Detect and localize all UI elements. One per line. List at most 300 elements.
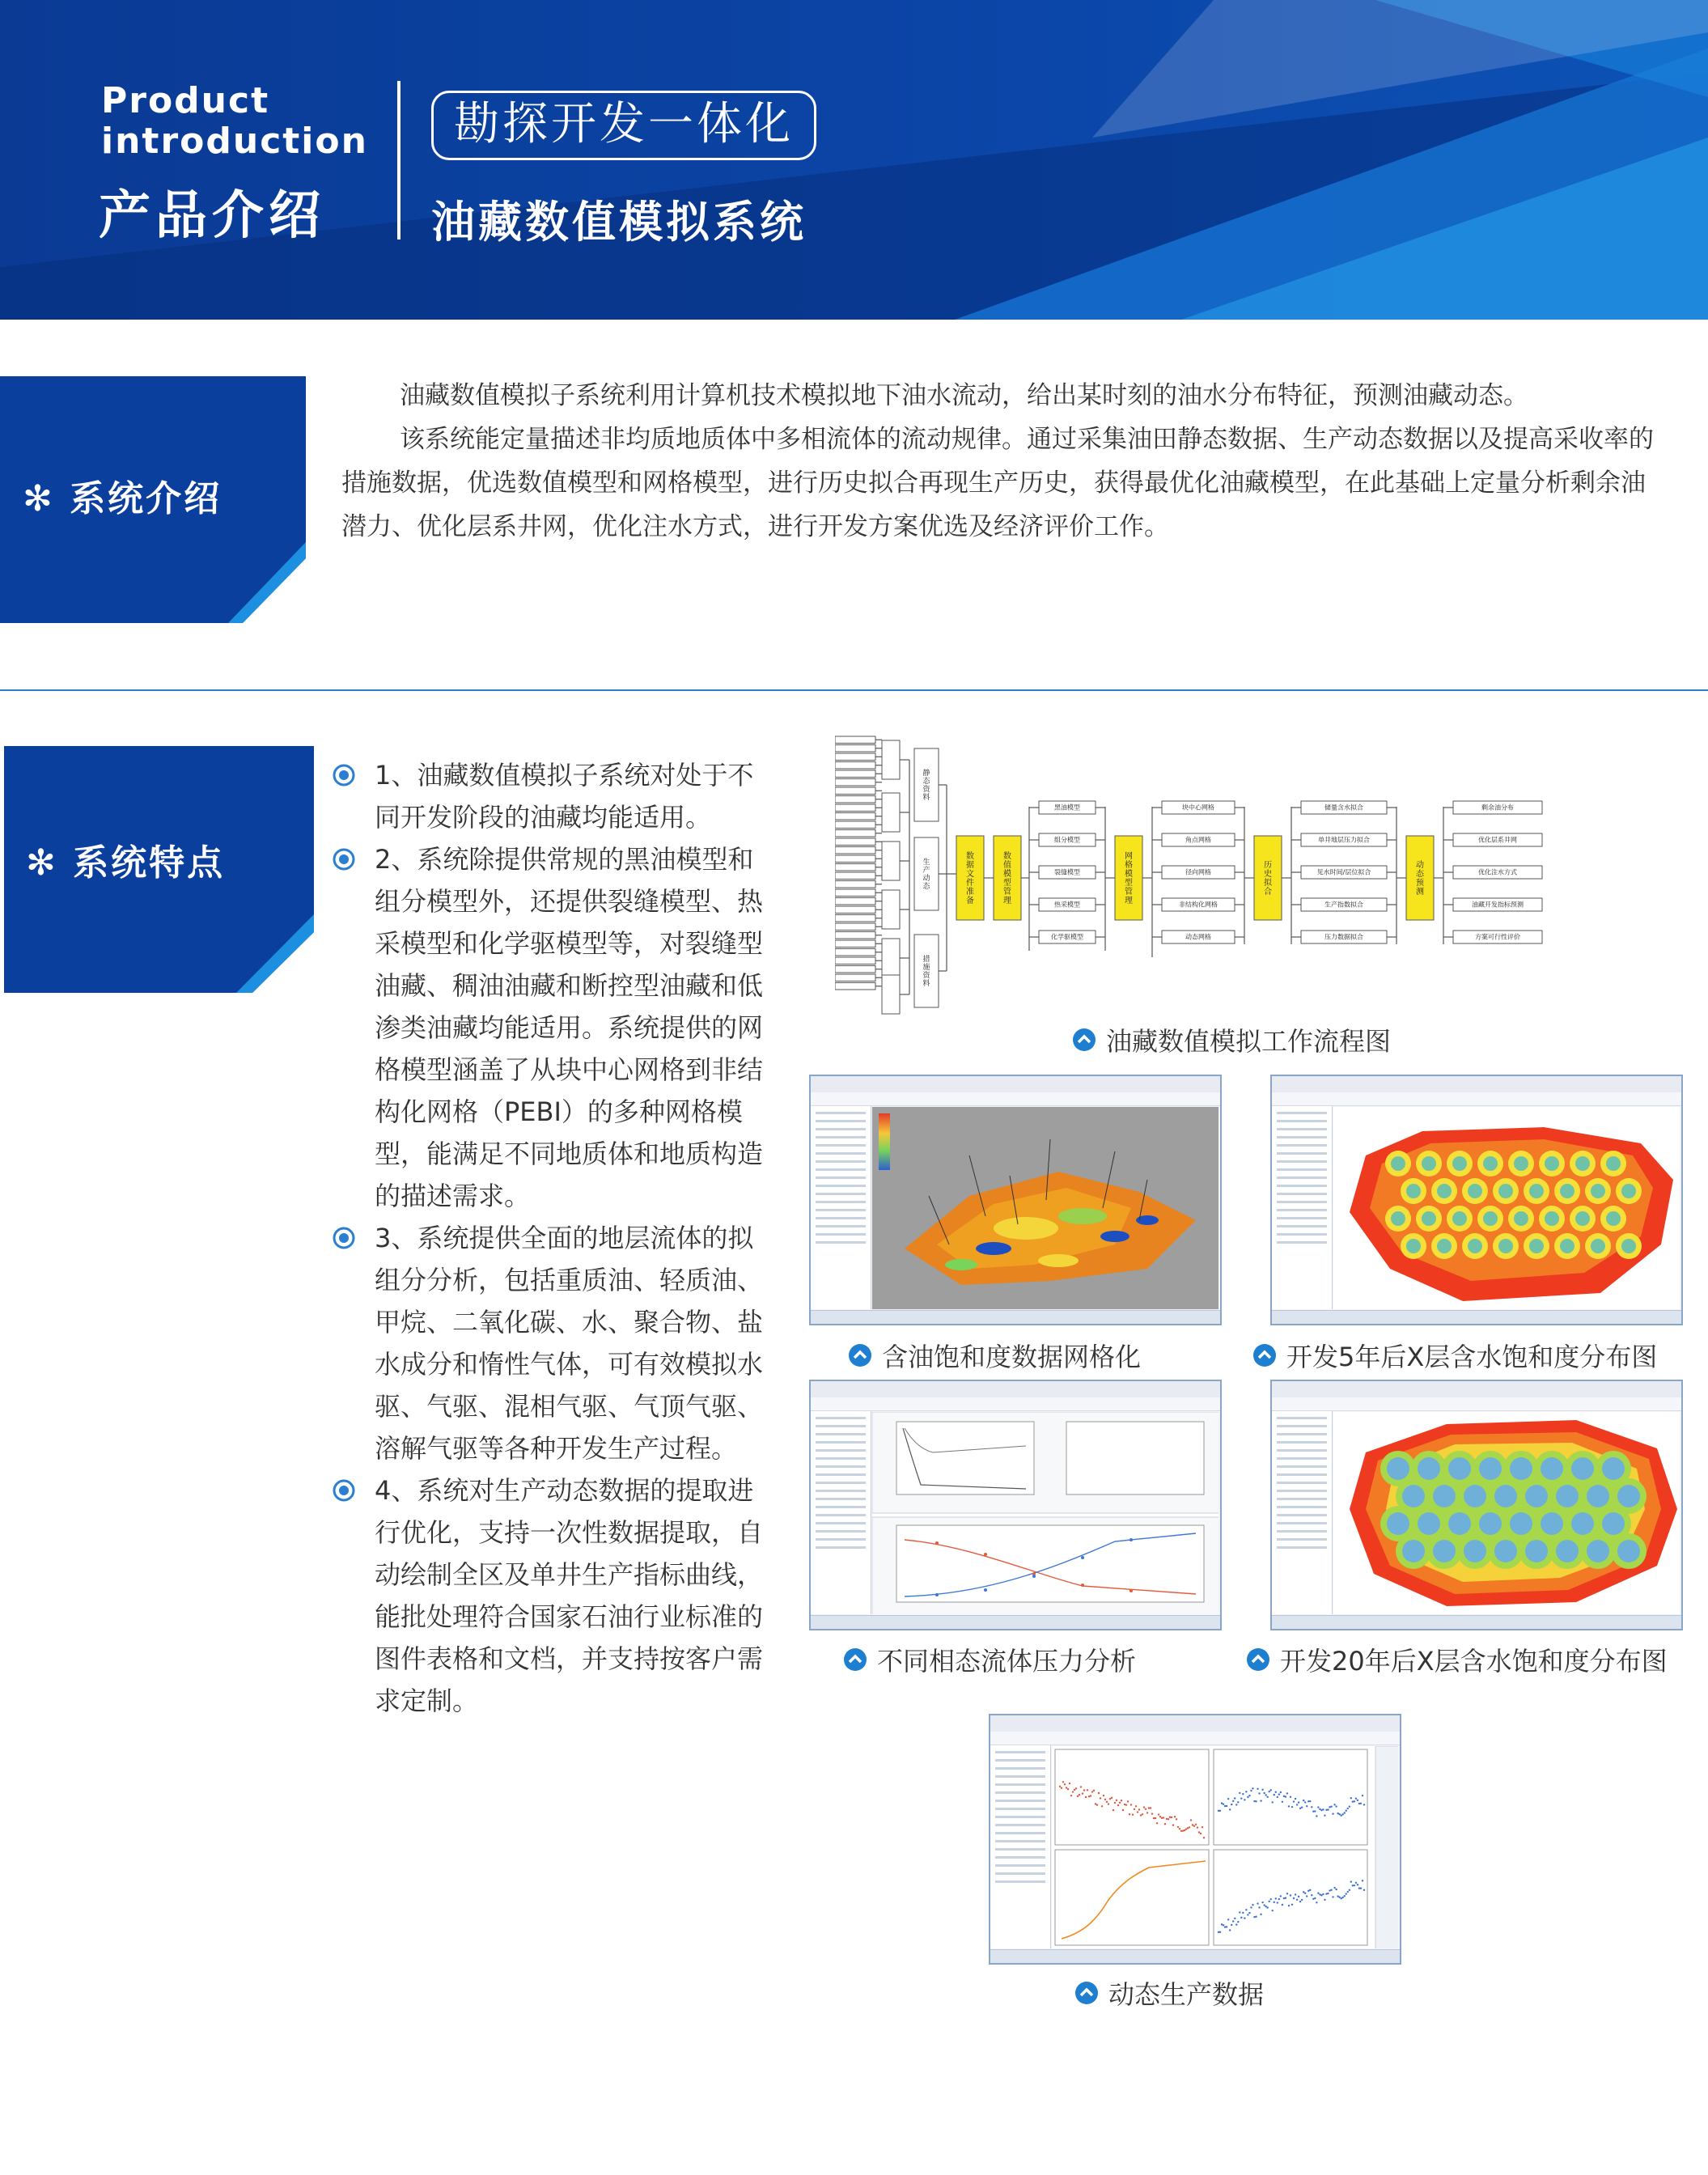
flow-data-box xyxy=(835,847,875,854)
production-point xyxy=(1355,1798,1357,1800)
production-point xyxy=(1335,1805,1337,1807)
flow-stage-box-label: 数值模型管理 xyxy=(1003,852,1011,905)
saturation-zone-inner xyxy=(1452,1156,1467,1171)
flow-stage-box-label: 数据文件准备 xyxy=(966,852,974,905)
production-point xyxy=(1164,1823,1166,1825)
saturation-zone-inner xyxy=(1498,1239,1513,1253)
saturation-zone-inner xyxy=(1560,1239,1574,1253)
production-point xyxy=(1087,1789,1088,1791)
window-statusbar xyxy=(990,1949,1400,1963)
flow-group-box xyxy=(882,740,900,779)
flow-data-box xyxy=(835,804,875,812)
saturation-zone-inner xyxy=(1587,1485,1609,1507)
production-point xyxy=(1074,1789,1075,1791)
production-point xyxy=(1125,1804,1127,1805)
production-point xyxy=(1082,1792,1083,1794)
production-point xyxy=(1285,1796,1286,1797)
production-point xyxy=(1346,1810,1347,1812)
caption-chevron-icon xyxy=(1246,1647,1270,1672)
production-point xyxy=(1227,1918,1229,1920)
saturation-zone-inner xyxy=(1494,1540,1517,1562)
production-point xyxy=(1192,1824,1193,1825)
flow-category-box-label: 静态资料 xyxy=(922,770,930,803)
production-point xyxy=(1316,1815,1317,1817)
production-point xyxy=(1338,1897,1340,1898)
window-tree-panel xyxy=(990,1745,1051,1948)
saturation-zone-inner xyxy=(1556,1485,1579,1507)
flowchart-svg xyxy=(835,732,1644,1032)
production-point xyxy=(1239,1792,1240,1794)
production-point xyxy=(1253,1800,1255,1802)
production-point xyxy=(1119,1802,1121,1804)
flow-output-box-label: 优化层系井网 xyxy=(1478,836,1517,844)
flow-data-box xyxy=(835,898,875,905)
pressure-caption-text: 不同相态流体压力分析 xyxy=(877,1646,1137,1677)
production-point xyxy=(1135,1805,1137,1807)
production-point xyxy=(1268,1901,1269,1902)
production-point xyxy=(1250,1790,1252,1791)
flow-data-box xyxy=(835,762,875,770)
flow-grid-box-label: 角点网格 xyxy=(1185,836,1211,844)
section-features-label xyxy=(0,746,316,993)
saturation-zone-inner xyxy=(1591,1239,1605,1253)
production-point xyxy=(1282,1801,1283,1803)
banner-system-name: 油藏数值模拟系统 xyxy=(431,197,807,248)
production-point xyxy=(1296,1899,1298,1901)
production-point xyxy=(1190,1819,1192,1821)
production-point xyxy=(1155,1817,1156,1819)
production-point xyxy=(1290,1796,1291,1798)
production-point xyxy=(1137,1811,1138,1812)
saturation-zone-inner xyxy=(1510,1457,1532,1480)
production-point xyxy=(1200,1833,1202,1834)
production-point xyxy=(1360,1887,1362,1889)
feature-item xyxy=(328,754,765,838)
banner-category-pill: 勘探开发一体化 xyxy=(431,91,816,160)
production-point xyxy=(1235,1923,1237,1925)
saturation-zone-inner xyxy=(1464,1540,1486,1562)
flow-fit-box-label: 生产指数拟合 xyxy=(1324,901,1363,909)
production-point xyxy=(1176,1818,1177,1820)
saturation-zone-inner xyxy=(1464,1485,1486,1507)
section-intro-title xyxy=(23,469,222,521)
production-point xyxy=(1244,1799,1245,1800)
saturation-zone-inner xyxy=(1387,1457,1409,1480)
production-point xyxy=(1291,1806,1293,1808)
production-point xyxy=(1270,1789,1272,1791)
saturation-zone-inner xyxy=(1468,1184,1482,1198)
section-intro-label xyxy=(0,376,307,623)
flow-model-box-label: 热采模型 xyxy=(1054,901,1080,909)
production-point xyxy=(1239,1911,1240,1913)
production-point xyxy=(1179,1828,1180,1829)
flow-grid-box-label: 径向网格 xyxy=(1185,868,1211,876)
production-point xyxy=(1067,1788,1069,1790)
production-point xyxy=(1354,1885,1355,1886)
production-point xyxy=(1189,1826,1190,1828)
production-point xyxy=(1168,1818,1169,1820)
saturation-zone-inner xyxy=(1422,1211,1436,1226)
bullet-target-icon xyxy=(333,764,355,786)
grid-viewport xyxy=(872,1107,1218,1309)
production-point xyxy=(1335,1889,1337,1890)
flow-data-box xyxy=(835,770,875,778)
production-point xyxy=(1303,1891,1304,1893)
production-point xyxy=(1288,1805,1290,1807)
saturation-zone-inner xyxy=(1602,1457,1625,1480)
production-point xyxy=(1363,1804,1365,1805)
production-point xyxy=(1317,1806,1319,1808)
window-titlebar xyxy=(811,1076,1220,1093)
twenty-year-map xyxy=(1333,1412,1680,1614)
window-tree-panel xyxy=(811,1411,871,1614)
production-point xyxy=(1232,1800,1234,1802)
saturation-blobs xyxy=(1380,1451,1647,1569)
twenty-year-caption-text: 开发20年后X层含水饱和度分布图 xyxy=(1280,1646,1668,1677)
saturation-zone-inner xyxy=(1617,1540,1640,1562)
production-point xyxy=(1151,1812,1153,1814)
grid-caption xyxy=(848,1337,1141,1374)
production-point xyxy=(1234,1797,1235,1799)
flow-data-box xyxy=(835,813,875,820)
flow-stage-box-label: 历史拟合 xyxy=(1264,861,1272,897)
twenty-year-window xyxy=(1270,1380,1683,1630)
production-point xyxy=(1272,1910,1274,1911)
flow-model-box-label: 裂缝模型 xyxy=(1054,868,1080,876)
flowchart-figure xyxy=(835,732,1644,1032)
production-point xyxy=(1113,1809,1114,1811)
production-point xyxy=(1330,1889,1332,1890)
feature-item xyxy=(328,838,765,1217)
production-point xyxy=(1143,1806,1145,1808)
production-point xyxy=(1227,1798,1229,1800)
flow-model-box-label: 黑油模型 xyxy=(1054,803,1080,812)
production-point xyxy=(1258,1906,1260,1908)
saturation-zone-inner xyxy=(1391,1211,1405,1226)
production-point xyxy=(1069,1783,1070,1784)
production-point xyxy=(1363,1889,1365,1891)
production-point xyxy=(1277,1902,1278,1903)
saturation-zone-inner xyxy=(1387,1512,1409,1535)
saturation-zone-inner xyxy=(1510,1512,1532,1535)
production-caption-text: 动态生产数据 xyxy=(1108,1979,1265,2010)
production-point xyxy=(1193,1825,1195,1827)
window-titlebar xyxy=(1272,1076,1681,1093)
flow-grid-box-label: 块中心网格 xyxy=(1182,803,1214,812)
saturation-zone-inner xyxy=(1587,1540,1609,1562)
production-point xyxy=(1255,1800,1257,1802)
production-point xyxy=(1242,1912,1244,1914)
production-point xyxy=(1146,1812,1148,1813)
production-point xyxy=(1229,1929,1231,1931)
production-point xyxy=(1286,1792,1288,1794)
flow-data-box xyxy=(835,974,875,982)
production-point xyxy=(1357,1800,1358,1801)
intro-title-text: 系统介绍 xyxy=(70,478,223,519)
flow-grid-box-label: 动态网格 xyxy=(1185,933,1211,941)
production-point xyxy=(1117,1804,1119,1806)
production-point xyxy=(1104,1799,1106,1800)
five-year-viewport xyxy=(1333,1107,1680,1309)
production-point xyxy=(1235,1804,1237,1805)
production-point xyxy=(1360,1803,1362,1804)
production-point xyxy=(1064,1783,1066,1785)
intro-body xyxy=(341,374,1668,549)
production-point xyxy=(1061,1787,1062,1789)
production-point xyxy=(1253,1916,1255,1918)
saturation-zone-inner xyxy=(1391,1156,1405,1171)
flow-model-box-label: 化学驱模型 xyxy=(1051,933,1083,941)
production-point xyxy=(1270,1898,1272,1900)
production-point xyxy=(1355,1882,1357,1884)
saturation-zone-inner xyxy=(1617,1485,1640,1507)
production-point xyxy=(1286,1893,1288,1894)
section-divider xyxy=(0,689,1708,691)
production-point xyxy=(1344,1812,1346,1813)
production-point xyxy=(1077,1796,1079,1797)
saturation-zone-inner xyxy=(1571,1512,1594,1535)
production-point xyxy=(1309,1800,1311,1802)
window-tree-panel xyxy=(811,1106,871,1309)
saturation-zone-inner xyxy=(1498,1184,1513,1198)
flow-output-box-label: 方案可行性评价 xyxy=(1475,933,1520,941)
saturation-zone-inner xyxy=(1422,1156,1436,1171)
feature-text-1: 1、油藏数值模拟子系统对处于不同开发阶段的油藏均能适用。 xyxy=(375,760,754,833)
flow-fit-box-label: 见水时间/层位拟合 xyxy=(1316,868,1371,876)
production-point xyxy=(1337,1812,1338,1814)
production-point xyxy=(1150,1807,1151,1808)
production-point xyxy=(1258,1792,1260,1794)
production-point xyxy=(1197,1826,1198,1828)
production-point xyxy=(1340,1897,1341,1899)
production-point xyxy=(1101,1805,1103,1807)
production-point xyxy=(1350,1880,1352,1882)
flow-stage-box-label: 动态预测 xyxy=(1416,861,1424,897)
flow-group-box xyxy=(882,793,900,832)
production-point xyxy=(1274,1902,1275,1903)
production-point xyxy=(1109,1798,1111,1800)
flow-data-box xyxy=(835,949,875,956)
production-point xyxy=(1282,1904,1283,1906)
production-point xyxy=(1090,1795,1091,1796)
production-point xyxy=(1244,1917,1245,1918)
saturation-zone-inner xyxy=(1437,1239,1452,1253)
banner-english-title xyxy=(101,81,368,162)
production-point xyxy=(1237,1801,1239,1803)
feature-text-2: 2、系统除提供常规的黑油模型和组分模型外，还提供裂缝模型、热采模型和化学驱模型等，对裂缝型油藏、稠油油藏和断控型油藏和低渗类油藏均能适用。系统提供的网格模型涵盖了从块中心网格到非结构化网格（PEBI）的多种网格模型，能满足不同地质体和地质构造的描述需求。 xyxy=(375,844,764,1211)
production-point xyxy=(1295,1798,1296,1800)
banner-en-line2: introduction xyxy=(101,121,368,162)
production-point xyxy=(1342,1813,1344,1815)
production-point xyxy=(1145,1808,1146,1810)
production-point xyxy=(1311,1894,1312,1896)
production-point xyxy=(1291,1904,1293,1906)
flow-data-box xyxy=(835,940,875,948)
production-point xyxy=(1247,1796,1248,1798)
production-point xyxy=(1231,1804,1232,1805)
saturation-zone-inner xyxy=(1479,1457,1502,1480)
production-point xyxy=(1362,1880,1363,1881)
window-statusbar xyxy=(1272,1615,1681,1629)
production-point xyxy=(1156,1822,1158,1824)
caption-chevron-icon xyxy=(843,1647,867,1672)
production-point xyxy=(1301,1806,1303,1808)
flow-data-box xyxy=(835,779,875,786)
five-year-caption-text: 开发5年后X层含水饱和度分布图 xyxy=(1286,1342,1658,1372)
asterisk-icon: ✻ xyxy=(23,478,70,519)
production-charts xyxy=(1052,1746,1398,1948)
asterisk-icon: ✻ xyxy=(26,842,74,884)
saturation-zone-inner xyxy=(1448,1512,1471,1535)
production-point xyxy=(1070,1795,1072,1796)
saturation-zone-inner xyxy=(1575,1211,1590,1226)
flow-data-box xyxy=(835,932,875,939)
flow-category-box-label: 生产动态 xyxy=(922,859,930,892)
saturation-zone-inner xyxy=(1541,1512,1563,1535)
flow-data-box xyxy=(835,736,875,744)
production-point xyxy=(1263,1904,1265,1906)
production-point xyxy=(1338,1813,1340,1815)
intro-paragraph-1: 油藏数值模拟子系统利用计算机技术模拟地下油水流动，给出某时刻的油水分布特征，预测油藏动态。 xyxy=(400,381,1528,410)
feature-text-3: 3、系统提供全面的地层流体的拟组分分析，包括重质油、轻质油、甲烷、二氧化碳、水、聚合物、盐水成分和惰性气体，可有效模拟水驱、气驱、混相气驱、气顶气驱、溶解气驱等各种开发生产过程。 xyxy=(375,1223,764,1464)
production-point xyxy=(1290,1894,1291,1896)
production-point xyxy=(1226,1926,1227,1927)
production-point xyxy=(1257,1902,1258,1904)
saturation-zone-inner xyxy=(1545,1211,1559,1226)
production-point xyxy=(1293,1800,1295,1802)
saturation-zone-inner xyxy=(1433,1540,1456,1562)
saturation-zone-inner xyxy=(1494,1485,1517,1507)
production-point xyxy=(1357,1884,1358,1885)
production-point xyxy=(1177,1826,1179,1828)
feature-item xyxy=(328,1469,765,1722)
production-point xyxy=(1272,1801,1274,1803)
production-point xyxy=(1311,1806,1312,1808)
production-point xyxy=(1260,1800,1261,1801)
production-point xyxy=(1295,1893,1296,1895)
production-point xyxy=(1114,1802,1116,1804)
production-point xyxy=(1320,1894,1322,1896)
window-toolbar xyxy=(1272,1092,1681,1106)
production-point xyxy=(1304,1801,1306,1803)
production-point xyxy=(1103,1795,1104,1796)
production-point xyxy=(1171,1817,1172,1818)
production-point xyxy=(1314,1897,1316,1899)
production-point xyxy=(1195,1824,1197,1825)
window-tree-panel xyxy=(1272,1411,1333,1614)
saturation-zone-inner xyxy=(1556,1540,1579,1562)
saturation-zone-inner xyxy=(1402,1485,1425,1507)
production-point xyxy=(1288,1905,1290,1906)
saturation-zone-inner xyxy=(1483,1156,1498,1171)
flow-data-box xyxy=(835,889,875,897)
production-point xyxy=(1304,1893,1306,1894)
production-point xyxy=(1333,1804,1335,1805)
flow-group-box xyxy=(882,939,900,977)
flow-data-box xyxy=(835,787,875,795)
production-point xyxy=(1268,1791,1269,1792)
production-point xyxy=(1347,1808,1349,1809)
production-point xyxy=(1265,1794,1266,1796)
production-point xyxy=(1299,1808,1301,1809)
intro-paragraph-2: 该系统能定量描述非均质地质体中多相流体的流动规律。通过采集油田静态数据、生产动态数据以及提高采收率的措施数据，优选数值模型和网格模型，进行历史拟合再现生产历史，获得最优化油藏模型，在此基础上定量分析剩余油潜力、优化层系井网，优化注水方式，进行开发方案优选及经济评价工作。 xyxy=(341,425,1654,541)
production-point xyxy=(1250,1906,1252,1908)
production-point xyxy=(1129,1813,1130,1815)
production-point xyxy=(1132,1814,1134,1816)
production-point xyxy=(1333,1887,1335,1889)
production-point xyxy=(1174,1816,1176,1817)
saturation-zone-inner xyxy=(1406,1184,1421,1198)
saturation-zone-inner xyxy=(1483,1211,1498,1226)
production-point xyxy=(1159,1816,1161,1817)
production-point xyxy=(1263,1792,1265,1794)
flow-data-box xyxy=(835,966,875,973)
caption-chevron-icon xyxy=(848,1343,872,1367)
production-point xyxy=(1325,1893,1327,1894)
production-point xyxy=(1066,1787,1067,1788)
saturation-zone-inner xyxy=(1591,1184,1605,1198)
production-point xyxy=(1237,1921,1239,1923)
five-year-caption xyxy=(1252,1337,1657,1374)
production-point xyxy=(1098,1792,1100,1794)
production-point xyxy=(1242,1793,1244,1795)
feature-item xyxy=(328,1217,765,1469)
production-point xyxy=(1324,1814,1325,1816)
flow-output-box-label: 油藏开发指标预测 xyxy=(1472,901,1524,909)
production-point xyxy=(1327,1893,1329,1894)
production-point xyxy=(1319,1808,1320,1810)
production-point xyxy=(1347,1891,1349,1893)
production-point xyxy=(1255,1916,1257,1918)
production-point xyxy=(1198,1831,1200,1833)
saturation-zone-inner xyxy=(1406,1239,1421,1253)
flow-data-box xyxy=(835,872,875,880)
production-point xyxy=(1185,1828,1187,1829)
production-point xyxy=(1327,1808,1329,1810)
production-point xyxy=(1072,1791,1074,1792)
production-point xyxy=(1354,1800,1355,1802)
flow-data-box xyxy=(835,864,875,871)
production-point xyxy=(1350,1797,1352,1799)
production-point xyxy=(1296,1804,1298,1805)
production-point xyxy=(1332,1812,1333,1814)
production-point xyxy=(1362,1795,1363,1796)
five-year-map xyxy=(1333,1107,1680,1309)
production-point xyxy=(1219,1810,1221,1812)
production-point xyxy=(1344,1895,1346,1897)
window-toolbar xyxy=(811,1397,1220,1411)
production-point xyxy=(1223,1804,1224,1805)
production-point xyxy=(1245,1791,1247,1792)
production-point xyxy=(1245,1909,1247,1910)
flow-group-box xyxy=(882,842,900,880)
production-point xyxy=(1275,1791,1277,1793)
pressure-window xyxy=(809,1380,1222,1630)
production-caption xyxy=(1074,1974,1264,2012)
production-point xyxy=(1127,1800,1129,1802)
flow-data-box xyxy=(835,915,875,922)
flow-category-box-label: 措施资料 xyxy=(922,956,930,989)
flow-grid-box-label: 非结构化网格 xyxy=(1179,901,1218,909)
flowchart-caption-text: 油藏数值模拟工作流程图 xyxy=(1106,1026,1392,1057)
production-point xyxy=(1358,1803,1360,1804)
production-point xyxy=(1278,1793,1280,1795)
production-point xyxy=(1247,1914,1248,1915)
production-point xyxy=(1100,1797,1101,1799)
production-point xyxy=(1329,1806,1330,1808)
pressure-viewport xyxy=(872,1412,1218,1614)
production-point xyxy=(1140,1814,1142,1816)
